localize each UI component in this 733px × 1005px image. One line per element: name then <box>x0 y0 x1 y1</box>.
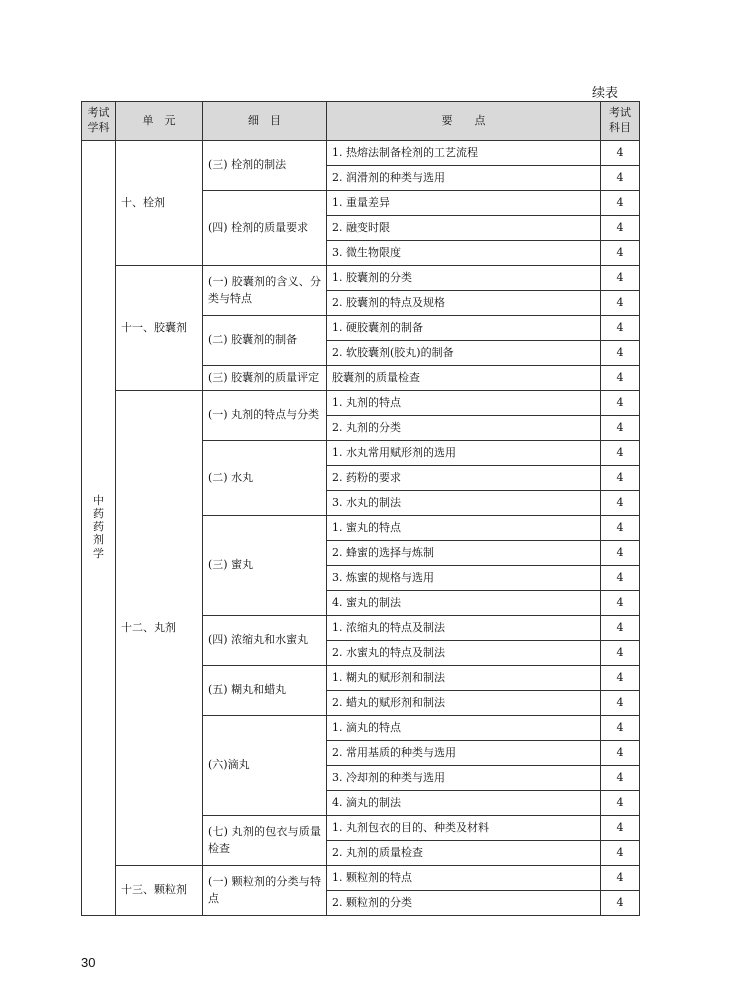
point-cell: 1. 滴丸的特点 <box>327 716 601 741</box>
score-cell: 4 <box>601 841 640 866</box>
point-cell: 3. 水丸的制法 <box>327 491 601 516</box>
score-cell: 4 <box>601 366 640 391</box>
header-subject: 考试学科 <box>82 102 116 141</box>
point-cell: 2. 润滑剂的种类与选用 <box>327 166 601 191</box>
detail-cell: (三) 胶囊剂的质量评定 <box>203 366 327 391</box>
score-cell: 4 <box>601 241 640 266</box>
point-cell: 4. 滴丸的制法 <box>327 791 601 816</box>
score-cell: 4 <box>601 891 640 916</box>
score-cell: 4 <box>601 291 640 316</box>
score-cell: 4 <box>601 666 640 691</box>
point-cell: 2. 融变时限 <box>327 216 601 241</box>
point-cell: 1. 水丸常用赋形剂的选用 <box>327 441 601 466</box>
score-cell: 4 <box>601 141 640 166</box>
point-cell: 2. 丸剂的分类 <box>327 416 601 441</box>
table-body <box>82 141 640 916</box>
header-points: 要 点 <box>327 102 601 141</box>
unit-cell: 十一、胶囊剂 <box>116 266 203 391</box>
detail-cell: (七) 丸剂的包衣与质量检查 <box>203 816 327 866</box>
score-cell: 4 <box>601 741 640 766</box>
detail-cell: (四) 浓缩丸和水蜜丸 <box>203 616 327 666</box>
header-score: 考试科目 <box>601 102 640 141</box>
score-cell: 4 <box>601 716 640 741</box>
score-cell: 4 <box>601 166 640 191</box>
point-cell: 1. 蜜丸的特点 <box>327 516 601 541</box>
point-cell: 3. 炼蜜的规格与选用 <box>327 566 601 591</box>
point-cell: 2. 常用基质的种类与选用 <box>327 741 601 766</box>
score-cell: 4 <box>601 516 640 541</box>
detail-cell: (一) 颗粒剂的分类与特点 <box>203 866 327 916</box>
point-cell: 2. 水蜜丸的特点及制法 <box>327 641 601 666</box>
unit-cell: 十三、颗粒剂 <box>116 866 203 916</box>
point-cell: 2. 丸剂的质量检查 <box>327 841 601 866</box>
score-cell: 4 <box>601 766 640 791</box>
detail-cell: (六)滴丸 <box>203 716 327 816</box>
unit-cell: 十、栓剂 <box>116 141 203 266</box>
point-cell: 1. 丸剂包衣的目的、种类及材料 <box>327 816 601 841</box>
point-cell: 1. 胶囊剂的分类 <box>327 266 601 291</box>
table-caption: 续表 <box>592 86 619 101</box>
point-cell: 3. 微生物限度 <box>327 241 601 266</box>
score-cell: 4 <box>601 641 640 666</box>
syllabus-table <box>81 101 640 916</box>
detail-cell: (一) 胶囊剂的含义、分类与特点 <box>203 266 327 316</box>
point-cell: 1. 浓缩丸的特点及制法 <box>327 616 601 641</box>
score-cell: 4 <box>601 341 640 366</box>
table-header-row <box>82 102 640 141</box>
score-cell: 4 <box>601 491 640 516</box>
point-cell: 2. 蜂蜜的选择与炼制 <box>327 541 601 566</box>
score-cell: 4 <box>601 816 640 841</box>
score-cell: 4 <box>601 866 640 891</box>
point-cell: 2. 颗粒剂的分类 <box>327 891 601 916</box>
subject-cell <box>82 141 116 916</box>
header-detail: 细 目 <box>203 102 327 141</box>
score-cell: 4 <box>601 466 640 491</box>
detail-cell: (三) 栓剂的制法 <box>203 141 327 191</box>
point-cell: 1. 硬胶囊剂的制备 <box>327 316 601 341</box>
score-cell: 4 <box>601 691 640 716</box>
table-row <box>82 141 640 166</box>
subject-label: 中药药剂学 <box>93 493 104 560</box>
score-cell: 4 <box>601 616 640 641</box>
point-cell: 1. 重量差异 <box>327 191 601 216</box>
table-row <box>82 266 640 291</box>
table-row <box>82 866 640 891</box>
score-cell: 4 <box>601 566 640 591</box>
score-cell: 4 <box>601 791 640 816</box>
detail-cell: (四) 栓剂的质量要求 <box>203 191 327 266</box>
detail-cell: (一) 丸剂的特点与分类 <box>203 391 327 441</box>
point-cell: 1. 颗粒剂的特点 <box>327 866 601 891</box>
detail-cell: (五) 糊丸和蜡丸 <box>203 666 327 716</box>
point-cell: 1. 热熔法制备栓剂的工艺流程 <box>327 141 601 166</box>
point-cell: 1. 糊丸的赋形剂和制法 <box>327 666 601 691</box>
point-cell: 4. 蜜丸的制法 <box>327 591 601 616</box>
score-cell: 4 <box>601 191 640 216</box>
score-cell: 4 <box>601 591 640 616</box>
score-cell: 4 <box>601 316 640 341</box>
point-cell: 2. 胶囊剂的特点及规格 <box>327 291 601 316</box>
score-cell: 4 <box>601 216 640 241</box>
table-row <box>82 391 640 416</box>
score-cell: 4 <box>601 441 640 466</box>
detail-cell: (二) 胶囊剂的制备 <box>203 316 327 366</box>
header-unit: 单 元 <box>116 102 203 141</box>
detail-cell: (三) 蜜丸 <box>203 516 327 616</box>
point-cell: 2. 蜡丸的赋形剂和制法 <box>327 691 601 716</box>
score-cell: 4 <box>601 266 640 291</box>
point-cell: 2. 药粉的要求 <box>327 466 601 491</box>
point-cell: 3. 冷却剂的种类与选用 <box>327 766 601 791</box>
detail-cell: (二) 水丸 <box>203 441 327 516</box>
page-number: 30 <box>81 955 96 970</box>
score-cell: 4 <box>601 391 640 416</box>
point-cell: 1. 丸剂的特点 <box>327 391 601 416</box>
point-cell: 胶囊剂的质量检查 <box>327 366 601 391</box>
point-cell: 2. 软胶囊剂(胶丸)的制备 <box>327 341 601 366</box>
score-cell: 4 <box>601 416 640 441</box>
score-cell: 4 <box>601 541 640 566</box>
unit-cell: 十二、丸剂 <box>116 391 203 866</box>
